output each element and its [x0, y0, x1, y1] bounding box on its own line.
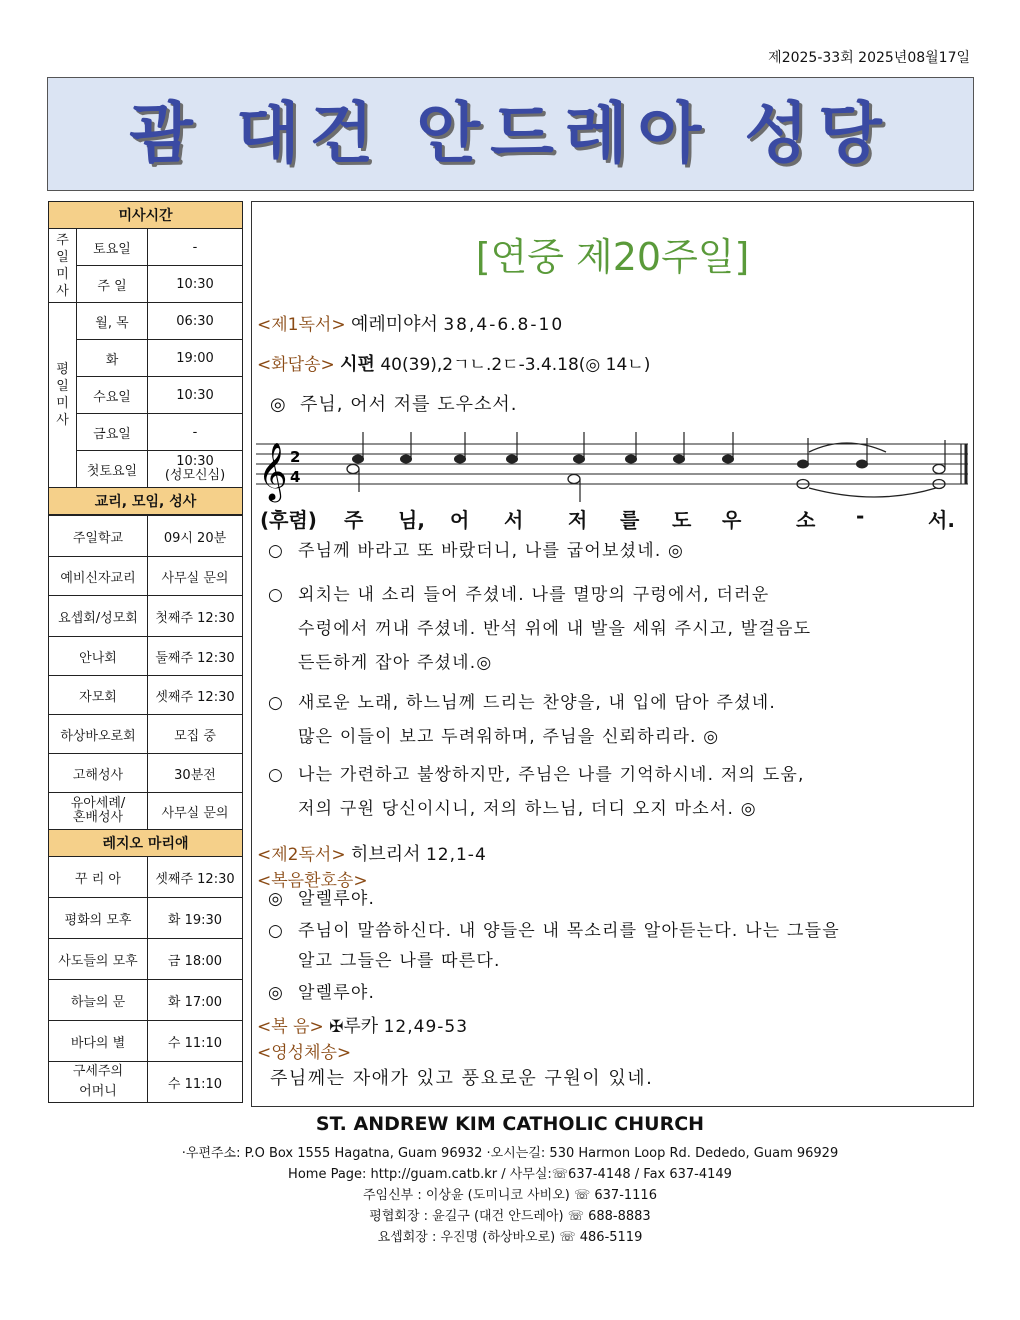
- legio-name: 평화의 모후: [49, 898, 148, 939]
- church-title: 괌 대건 안드레아 성당: [129, 95, 892, 172]
- title-banner: [47, 77, 974, 191]
- group-name: 안나회: [49, 637, 148, 676]
- group-time: 모집 중: [148, 715, 243, 754]
- time-cell: 06:30: [148, 303, 243, 340]
- group-time: 첫째주 12:30: [148, 596, 243, 637]
- day-cell: 첫토요일: [77, 451, 148, 488]
- legio-time: 화 19:30: [148, 898, 243, 939]
- legio-name: 사도들의 모후: [49, 939, 148, 980]
- legio-time: 수 11:10: [148, 1062, 243, 1103]
- day-cell: 수요일: [77, 377, 148, 414]
- weekday-mass-label: 평 일 미 사: [49, 303, 77, 488]
- psalm-verse: ○ 새로운 노래, 하느님께 드리는 찬양을, 내 입에 담아 주셨네. 많은 이들이 보고 두려워하며, 주님을 신뢰하리라. ◎: [268, 693, 776, 747]
- first-reading: <제1독서> 예레미야서 38,4-6.8-10: [257, 314, 565, 335]
- time-cell: -: [148, 414, 243, 451]
- gospel-acclamation: ◎ 알렐루야. ○ 주님이 말씀하신다. 내 양들은 내 목소리를 알아듣는다. 나는 그들을 알고 그들은 나를 따른다. ◎ 알렐루야.: [268, 889, 840, 1003]
- lyric-syllable: 주: [344, 508, 364, 532]
- group-name: 유아세례/ 혼배성사: [49, 793, 148, 830]
- svg-text:2: 2: [290, 448, 301, 466]
- council-info: 평협회장 : 윤길구 (대건 안드레아) ☏ 688-8883: [369, 1209, 651, 1224]
- refrain-label: (후렴): [260, 508, 317, 532]
- svg-text:𝄞: 𝄞: [258, 442, 288, 500]
- legio-name: 하늘의 문: [49, 980, 148, 1021]
- group-time: 09시 20분: [148, 516, 243, 557]
- lyric-syllable: -: [856, 504, 865, 528]
- mass-times-header: 미사시간: [49, 202, 243, 229]
- legio-name: 꾸 리 아: [49, 857, 148, 898]
- day-cell: 토요일: [77, 229, 148, 266]
- group-time: 사무실 문의: [148, 793, 243, 830]
- legio-name: 구세주의 어머니: [49, 1062, 148, 1103]
- sunday-title: [연중 제20주일]: [475, 235, 750, 279]
- church-name: ST. ANDREW KIM CATHOLIC CHURCH: [315, 1113, 705, 1135]
- lyric-syllable: 님,: [398, 508, 425, 532]
- day-cell: 화: [77, 340, 148, 377]
- legio-time: 수 11:10: [148, 1021, 243, 1062]
- group-name: 예비신자교리: [49, 557, 148, 596]
- legio-header: 레지오 마리애: [49, 830, 243, 857]
- time-cell: 10:30 (성모신심): [148, 451, 243, 488]
- psalm: <화답송> 시편 40(39),2ㄱㄴ.2ㄷ-3.4.18(◎ 14ㄴ): [257, 354, 651, 375]
- day-cell: 월, 목: [77, 303, 148, 340]
- pastor-info: 주임신부 : 이상윤 (도미니코 사비오) ☏ 637-1116: [363, 1188, 657, 1203]
- group-time: 30분전: [148, 754, 243, 793]
- legio-name: 바다의 별: [49, 1021, 148, 1062]
- lyric-syllable: 서: [504, 508, 524, 532]
- church-address: ·우편주소: P.O Box 1555 Hagatna, Guam 96932 ·오시는길: 530 Harmon Loop Rd. Dededo, Guam 96929: [181, 1146, 839, 1161]
- psalm-verse: ○ 외치는 내 소리 들어 주셨네. 나를 멸망의 구렁에서, 더러운 수렁에서 꺼내 주셨네. 반석 위에 내 발을 세워 주시고, 발걸음도 든든하게 잡아 주셨네.◎: [268, 585, 812, 673]
- communion-label: <영성체송>: [257, 1043, 352, 1063]
- gospel: <복 음> ✠루카 12,49-53: [257, 1016, 469, 1037]
- group-time: 둘째주 12:30: [148, 637, 243, 676]
- group-time: 사무실 문의: [148, 557, 243, 596]
- group-time: 셋째주 12:30: [148, 676, 243, 715]
- day-cell: 주 일: [77, 266, 148, 303]
- lyric-syllable: 우: [722, 508, 742, 532]
- sunday-mass-label: 주 일 미 사: [49, 229, 77, 303]
- group-name: 주일학교: [49, 516, 148, 557]
- legio-time: 금 18:00: [148, 939, 243, 980]
- svg-text:4: 4: [290, 468, 301, 486]
- lyric-syllable: 도: [672, 508, 692, 532]
- time-cell: 19:00: [148, 340, 243, 377]
- psalm-verse: ○ 나는 가련하고 불쌍하지만, 주님은 나를 기억하시네. 저의 도움, 저의 구원 당신이시니, 저의 하느님, 더디 오지 마소서. ◎: [268, 765, 805, 819]
- music-staff: [256, 430, 970, 510]
- day-cell: 금요일: [77, 414, 148, 451]
- acclamation-label: <복음환호송>: [257, 871, 368, 891]
- second-reading: <제2독서> 히브리서 12,1-4: [257, 844, 487, 865]
- issue-number: 제2025-33회 2025년08월17일: [768, 50, 970, 66]
- communion-antiphon: 주님께는 자애가 있고 풍요로운 구원이 있네.: [270, 1068, 654, 1089]
- lyric-syllable: 어: [450, 508, 470, 532]
- lyric-syllable: 를: [620, 508, 640, 532]
- psalm-response: ◎ 주님, 어서 저를 도우소서.: [270, 394, 518, 415]
- lyric-syllable: 소: [796, 508, 816, 532]
- legio-time: 화 17:00: [148, 980, 243, 1021]
- church-contact: Home Page: http://guam.catb.kr / 사무실:☏637-4148 / Fax 637-4149: [288, 1167, 732, 1182]
- group-name: 하상바오로회: [49, 715, 148, 754]
- joseph-info: 요셉회장 : 우진명 (하상바오로) ☏ 486-5119: [377, 1230, 643, 1245]
- time-cell: -: [148, 229, 243, 266]
- time-cell: 10:30: [148, 377, 243, 414]
- schedule-sidebar: [48, 201, 242, 1103]
- psalm-verse: ○ 주님께 바라고 또 바랐더니, 나를 굽어보셨네. ◎: [268, 541, 685, 561]
- group-name: 요셉회/성모회: [49, 596, 148, 637]
- lyric-syllable: 서.: [928, 508, 955, 532]
- legio-time: 셋째주 12:30: [148, 857, 243, 898]
- groups-header: 교리, 모임, 성사: [49, 488, 243, 515]
- liturgy-panel: [251, 201, 974, 1107]
- lyric-syllable: 저: [568, 508, 588, 532]
- time-cell: 10:30: [148, 266, 243, 303]
- group-name: 고해성사: [49, 754, 148, 793]
- group-name: 자모회: [49, 676, 148, 715]
